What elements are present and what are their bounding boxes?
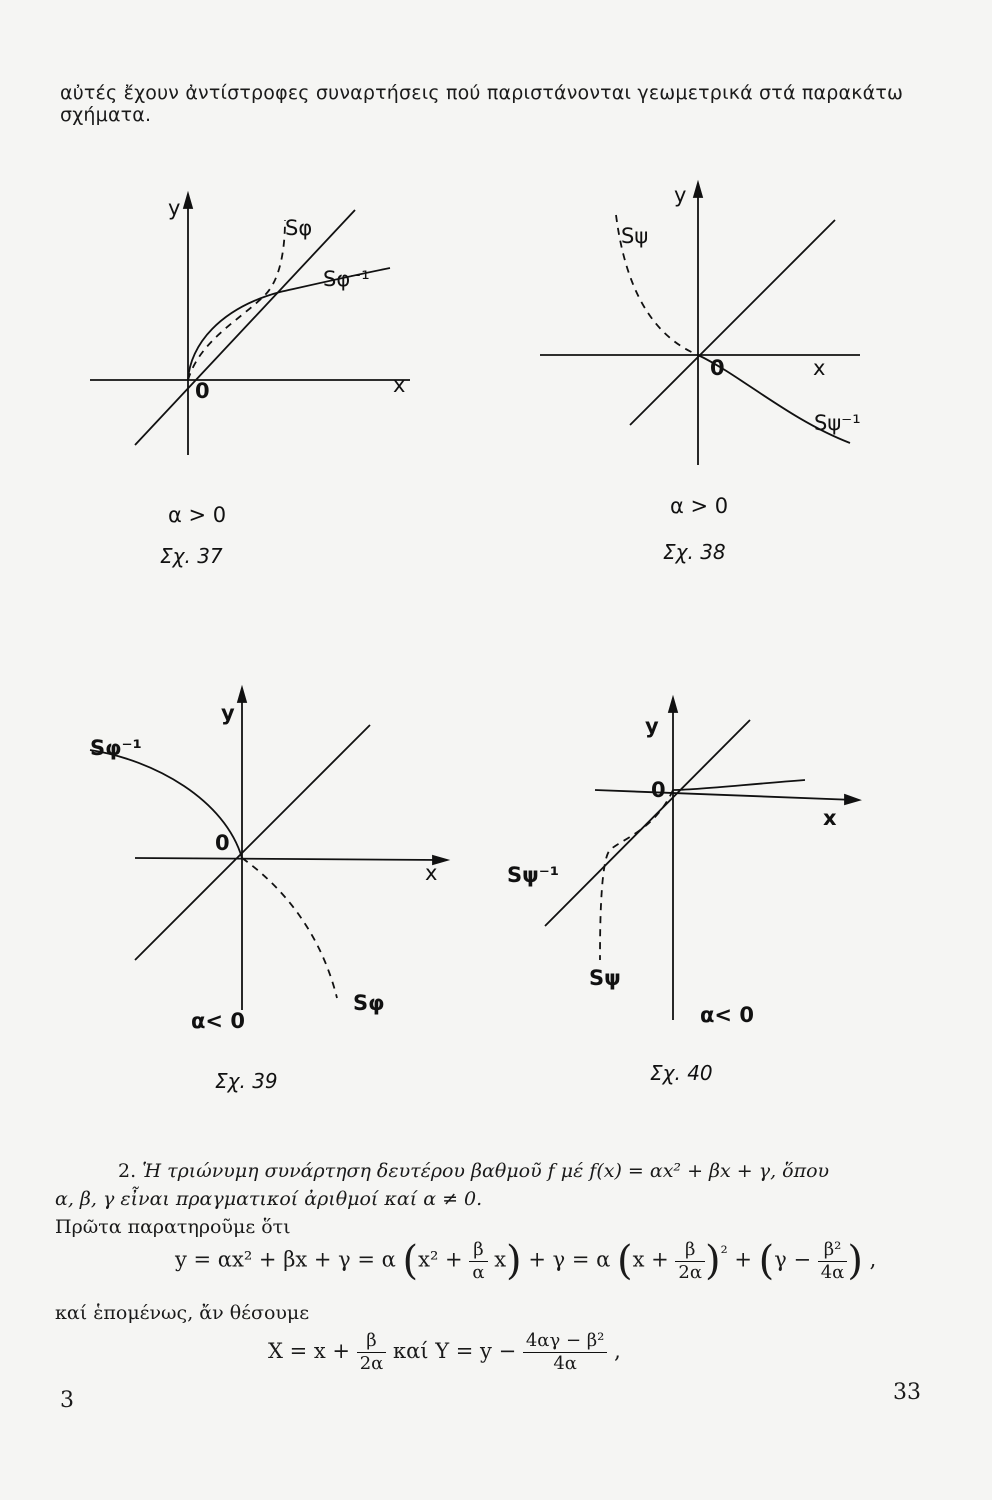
condition-label: α > 0 <box>168 503 227 527</box>
f-label: Sψ <box>589 966 621 990</box>
figure-39 <box>75 680 455 1100</box>
y-label: y <box>674 183 687 207</box>
f-label: Sψ <box>621 224 649 248</box>
y-axis-arrow <box>184 194 192 208</box>
condition-label: α > 0 <box>670 494 729 518</box>
bisector-line <box>630 220 835 425</box>
eq2-a: X = x + <box>268 1339 351 1363</box>
figure-caption: Σχ. 37 <box>160 544 223 568</box>
curve-f-inverse-right <box>673 780 805 790</box>
y-axis-arrow <box>694 183 702 197</box>
y-label: y <box>221 701 235 725</box>
eq1-end: , <box>869 1247 877 1272</box>
finv-label: Sφ⁻¹ <box>323 267 370 291</box>
figure-caption: Σχ. 38 <box>663 540 726 564</box>
section-number: 2. <box>118 1160 137 1182</box>
x-axis-arrow <box>845 795 859 804</box>
eq1-frac1: $\frac{\beta}{\alpha}$ <box>469 1239 487 1284</box>
bisector-line <box>135 210 355 445</box>
finv-label: Sφ⁻¹ <box>90 736 142 760</box>
x-label: x <box>425 861 438 885</box>
equation-2 <box>268 1330 621 1375</box>
figure-caption: Σχ. 39 <box>215 1069 278 1093</box>
eq1-square: ² <box>720 1243 728 1264</box>
eq1-mid: + γ = α <box>528 1247 611 1272</box>
origin-label: 0 <box>651 778 666 802</box>
x-axis <box>595 790 855 800</box>
eq1-inner-a: x² + <box>418 1247 463 1272</box>
x-label: x <box>813 356 826 380</box>
y-axis-arrow <box>669 698 677 712</box>
condition-label: α< 0 <box>191 1009 245 1033</box>
eq1-inner-d: γ − <box>774 1247 812 1272</box>
section-heading-text: Ἡ τριώνυμη συνάρτηση δευτέρου βαθμοῦ f μέ f(x) = αx² + βx + γ, ὅπου <box>142 1160 830 1182</box>
curve-f <box>600 790 673 960</box>
origin-label: 0 <box>215 831 230 855</box>
origin-label: 0 <box>195 379 210 403</box>
section-line1: Πρῶτα παρατηροῦμε ὅτι <box>55 1216 291 1238</box>
curve-f <box>242 858 337 998</box>
eq2-end: , <box>614 1339 621 1363</box>
figure-38 <box>540 175 920 575</box>
x-axis <box>135 858 443 860</box>
bisector-line <box>135 725 370 960</box>
section-heading-cont: α, β, γ εἶναι πραγματικοί ἀριθμοί καί α ≠ 0. <box>55 1188 483 1210</box>
origin-label: 0 <box>710 356 725 380</box>
section-line2: καί ἑπομένως, ἄν θέσουμε <box>55 1302 310 1324</box>
eq1-frac3: $\frac{\text{β²}}{4\alpha}$ <box>818 1239 848 1284</box>
f-label: Sφ <box>285 216 313 240</box>
page-number-left: 3 <box>60 1388 74 1413</box>
eq2-frac2: $\frac{\text{4αγ − β²}}{4\alpha}$ <box>523 1330 608 1375</box>
figure-40 <box>505 690 885 1100</box>
section-heading <box>118 1160 829 1182</box>
x-label: x <box>393 373 406 397</box>
y-label: y <box>168 196 181 220</box>
figure-caption: Σχ. 40 <box>650 1061 713 1085</box>
y-axis-arrow <box>238 688 246 702</box>
finv-label: Sψ⁻¹ <box>507 863 560 887</box>
equation-1: y = αx² + βx + γ = α (x² + $\frac{\beta}{\alpha}$ x) + γ = α (x + $\frac{\beta}{2\alpha}$ )$^{^2}$ + (γ − $\frac{\text{β²}}{4\alpha}$ ) , <box>175 1238 877 1284</box>
eq1-inner-c: x + <box>632 1247 669 1272</box>
eq1-plus: + <box>734 1247 752 1272</box>
figure-37 <box>80 180 440 580</box>
page-number-right: 33 <box>893 1380 921 1405</box>
eq2-frac1: $\frac{\beta}{2\alpha}$ <box>357 1330 387 1375</box>
x-label: x <box>823 806 837 830</box>
eq1-inner-b: x <box>494 1247 507 1272</box>
condition-label: α< 0 <box>700 1003 754 1027</box>
eq2-b: καί Y = y − <box>393 1339 517 1363</box>
eq1-frac2: $\frac{\beta}{2\alpha}$ <box>675 1239 705 1284</box>
intro-text: αὐτές ἔχουν ἀντίστροφες συναρτήσεις πού παριστάνονται γεωμετρικά στά παρακάτω σχήματα. <box>60 82 904 126</box>
f-label: Sφ <box>353 991 385 1015</box>
finv-label: Sψ⁻¹ <box>814 411 861 435</box>
y-label: y <box>645 714 659 738</box>
eq1-lhs: y = αx² + βx + γ = α <box>175 1247 396 1272</box>
